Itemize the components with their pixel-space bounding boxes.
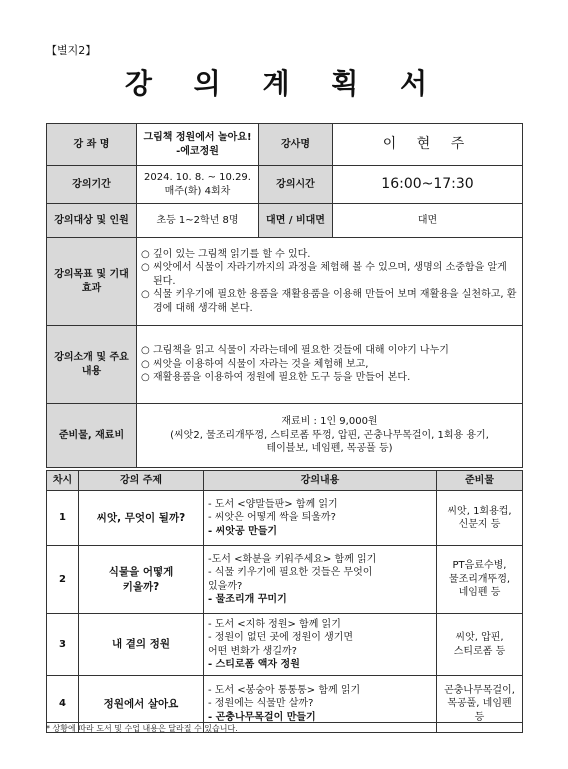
info-table — [46, 123, 523, 468]
lecture-period: 2024. 10. 8. ~ 10.29. 매주(화) 4회차 — [137, 166, 259, 204]
table-row — [47, 491, 523, 546]
document-title: 강 의 계 획 서 — [124, 67, 444, 100]
materials-label: 준비물, 재료비 — [47, 404, 137, 468]
time-label: 강의시간 — [259, 166, 333, 204]
footnote: * 상황에 따라 도서 및 수업 내용은 달라질 수 있습니다. — [46, 722, 522, 734]
table-row — [47, 546, 523, 614]
goal-item: ○ 깊이 있는 그림책 읽기를 할 수 있다. — [141, 248, 311, 260]
col-header-topic: 강의 주제 — [79, 471, 204, 491]
lecture-name-label: 강 좌 명 — [47, 124, 137, 166]
goals-label: 강의목표 및 기대효과 — [47, 238, 137, 326]
session-supplies: 곤충나무목걸이, 목공풀, 네임펜 등 — [437, 676, 523, 733]
session-topic: 식물을 어떻게 키울까? — [79, 546, 204, 614]
session-supplies: 씨앗, 압핀, 스티로폼 등 — [437, 614, 523, 676]
session-topic: 씨앗, 무엇이 될까? — [79, 491, 204, 546]
session-topic: 정원에서 살아요 — [79, 676, 204, 733]
session-content: - 도서 <지하 정원> 함께 읽기 - 정원이 없던 곳에 정원이 생기면 어떤 변화가 생길까? - 스티로폼 액자 정원 — [204, 614, 437, 676]
lecture-target: 초등 1~2학년 8명 — [137, 204, 259, 238]
col-header-content: 강의내용 — [204, 471, 437, 491]
col-header-session: 차시 — [47, 471, 79, 491]
session-content: - 도서 <봉숭아 통통통> 함께 읽기 - 정원에는 식물만 살까? - 곤충나무목걸이 만들기 — [204, 676, 437, 733]
intro-item: ○ 씨앗을 이용하여 식물이 자라는 것을 체험해 보고, — [141, 358, 369, 370]
lecture-name: 그림책 정원에서 놀아요! -에코정원 — [137, 124, 259, 166]
session-content: -도서 <화분을 키워주세요> 함께 읽기 - 식물 키우기에 필요한 것들은 무엇이 있을까? - 물조리개 꾸미기 — [204, 546, 437, 614]
instructor-label: 강사명 — [259, 124, 333, 166]
lecture-time: 16:00~17:30 — [333, 166, 523, 204]
schedule-table — [46, 470, 523, 733]
annex-label: 【별지2】 — [46, 44, 97, 57]
session-number: 4 — [47, 676, 79, 733]
col-header-supplies: 준비물 — [437, 471, 523, 491]
intro-label: 강의소개 및 주요내용 — [47, 326, 137, 404]
table-row — [47, 614, 523, 676]
period-label: 강의기간 — [47, 166, 137, 204]
session-number: 3 — [47, 614, 79, 676]
goal-item: ○ 식물 키우기에 필요한 용품을 재활용품을 이용해 만들어 보며 재활용을 실천하고, 환경에 대해 생각해 본다. — [141, 289, 517, 314]
instructor-name: 이 현 주 — [333, 124, 523, 166]
target-label: 강의대상 및 인원 — [47, 204, 137, 238]
session-content: - 도서 <양말들판> 함께 읽기 - 씨앗은 어떻게 싹을 틔울까? - 씨앗공 만들기 — [204, 491, 437, 546]
goal-item: ○ 씨앗에서 식물이 자라기까지의 과정을 체험해 볼 수 있으며, 생명의 소중함을 알게 된다. — [141, 262, 507, 287]
session-topic: 내 곁의 정원 — [79, 614, 204, 676]
session-supplies: 씨앗, 1회용컵, 신문지 등 — [437, 491, 523, 546]
intro-item: ○ 재활용품을 이용하여 정원에 필요한 도구 등을 만들어 본다. — [141, 372, 411, 384]
session-number: 1 — [47, 491, 79, 546]
materials-cost: 재료비 : 1인 9,000원 (씨앗2, 물조리개뚜껑, 스티로폼 뚜껑, 압핀, 곤충나무목걸이, 1회용 용기, 테이블보, 네임펜, 목공풀 등) — [137, 404, 523, 468]
session-number: 2 — [47, 546, 79, 614]
intro-list — [137, 326, 523, 404]
lecture-mode: 대면 — [333, 204, 523, 238]
session-supplies: PT음료수병, 물조리개뚜껑, 네임펜 등 — [437, 546, 523, 614]
goals-list — [137, 238, 523, 326]
mode-label: 대면 / 비대면 — [259, 204, 333, 238]
intro-item: ○ 그림책을 읽고 식물이 자라는데에 필요한 것들에 대해 이야기 나누기 — [141, 345, 449, 357]
